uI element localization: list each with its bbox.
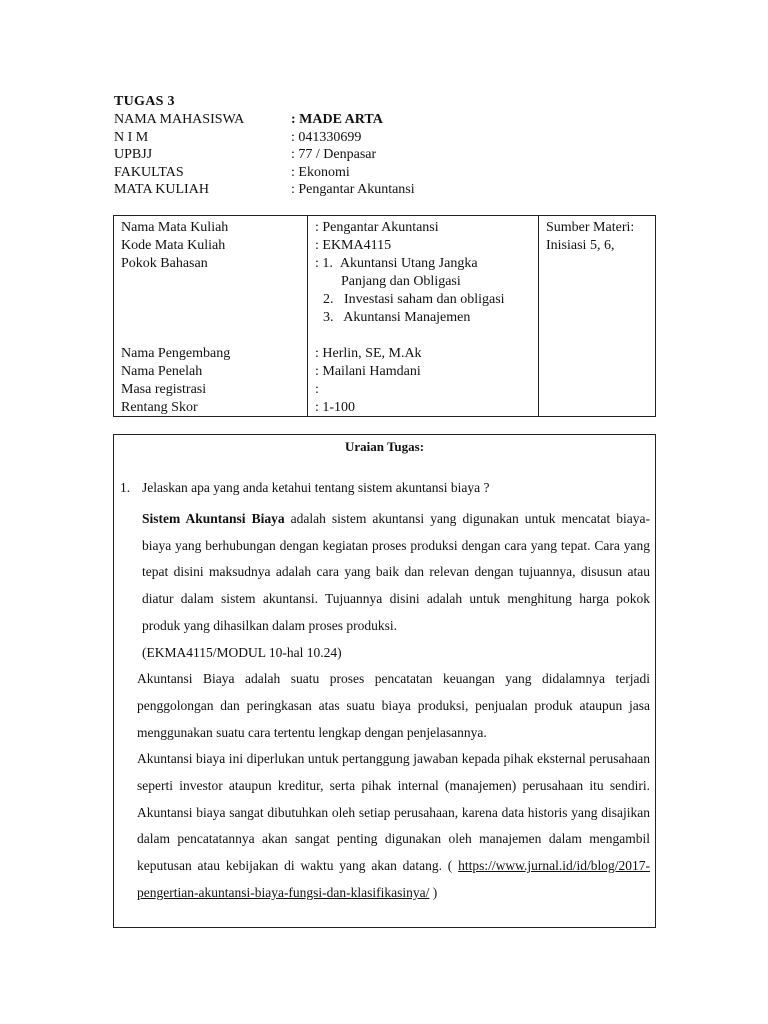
paragraph-text: Akuntansi biaya ini diperlukan untuk pertanggung jawaban kepada pihak eksternal perusahaan seperti investor ataupun kreditur, serta pihak internal (manajemen) perusahaan itu sendiri. Akuntansi biaya sangat dibutuhkan oleh setiap perusahaan, karena data historis yang disajikan dalam pencatatannya akan sangat penting digunakan oleh manajemen dalam mengambil keputusan atau kebijakan di waktu yang akan datang. ( bbox=[137, 751, 650, 874]
task-heading: Uraian Tugas: bbox=[344, 439, 425, 454]
info-label: NAMA MAHASISWA bbox=[114, 112, 245, 127]
info-row-nim bbox=[114, 129, 415, 147]
info-label: UPBJJ bbox=[114, 147, 153, 162]
task-description-box bbox=[113, 434, 656, 928]
meta-labels-column bbox=[114, 216, 308, 416]
answer-paragraph-2: Akuntansi Biaya adalah suatu proses pencatatan keuangan yang didalamnya terjadi penggolongan dan peringkasan atas suatu biaya produksi, penjualan produk ataupun jasa menggunakan suatu cara tertentu lengkap dengan penjelasannya. bbox=[137, 671, 650, 740]
meta-value: : Herlin, SE, M.Ak bbox=[315, 346, 422, 361]
info-value: : 041330699 bbox=[291, 129, 362, 145]
source-label: Sumber Materi: bbox=[546, 220, 635, 235]
info-label: FAKULTAS bbox=[114, 164, 184, 180]
info-row-upbjj bbox=[114, 146, 415, 164]
info-row-fakultas bbox=[114, 164, 415, 182]
info-label: N I M bbox=[114, 129, 149, 145]
meta-value: : Mailani Hamdani bbox=[315, 364, 421, 379]
question-text: Jelaskan apa yang anda ketahui tentang sistem akuntansi biaya ? bbox=[142, 480, 490, 495]
topic-number: : 1. bbox=[315, 256, 333, 271]
student-info bbox=[114, 111, 415, 199]
info-label: MATA KULIAH bbox=[114, 182, 209, 197]
meta-value: : EKMA4115 bbox=[315, 238, 392, 253]
meta-label: Kode Mata Kuliah bbox=[121, 238, 226, 253]
topic-number: 2. bbox=[323, 292, 334, 307]
info-value: : 77 / Denpasar bbox=[291, 147, 377, 162]
info-value: : MADE ARTA bbox=[291, 112, 383, 127]
meta-label: Nama Pengembang bbox=[121, 346, 231, 361]
topic-item-3 bbox=[315, 309, 531, 327]
topic-item-2 bbox=[315, 291, 531, 309]
info-row-name bbox=[114, 111, 415, 129]
meta-label: Masa registrasi bbox=[121, 382, 207, 397]
paragraph-close: ) bbox=[429, 884, 438, 900]
meta-value: : bbox=[315, 382, 319, 397]
meta-values-column bbox=[308, 216, 539, 416]
topic-text: Akuntansi Utang Jangka bbox=[339, 256, 478, 271]
source-link[interactable]: https://www.jurnal.id/id/blog/2017-pengertian-akuntansi-biaya-fungsi-dan-klasifikasinya/ bbox=[137, 858, 650, 900]
info-value: : Pengantar Akuntansi bbox=[291, 182, 415, 197]
topic-item-1 bbox=[315, 255, 531, 273]
answer-paragraph-1 bbox=[142, 506, 650, 640]
meta-label: Rentang Skor bbox=[121, 400, 198, 415]
meta-value: : 1-100 bbox=[315, 400, 356, 415]
topic-text: Akuntansi Manajemen bbox=[343, 310, 471, 325]
question-1 bbox=[120, 480, 490, 496]
course-meta-table bbox=[113, 215, 656, 417]
meta-label: Pokok Bahasan bbox=[121, 256, 208, 271]
source-value: Inisiasi 5, 6, bbox=[546, 238, 615, 253]
answer-paragraph-3 bbox=[137, 746, 650, 906]
info-value: : Ekonomi bbox=[291, 164, 350, 180]
assignment-title: TUGAS 3 bbox=[114, 94, 175, 109]
topic-number: 3. bbox=[323, 310, 334, 325]
module-reference: (EKMA4115/MODUL 10-hal 10.24) bbox=[142, 644, 342, 660]
topic-text-continued: Panjang dan Obligasi bbox=[341, 274, 461, 289]
info-row-matakuliah bbox=[114, 181, 415, 199]
question-number: 1. bbox=[120, 480, 131, 495]
paragraph-text: adalah sistem akuntansi yang digunakan untuk mencatat biaya-biaya yang berhubungan dengan kegiatan proses produksi dengan cara yang tepat. Cara yang tepat disini maksudnya adalah cara yang baik dan relevan dengan tujuannya, disusun atau diatur dalam sistem akuntansi. Tujuannya disini adalah untuk menghitung harga pokok produk yang dihasilkan dalam proses produksi. bbox=[142, 511, 650, 633]
meta-value: : Pengantar Akuntansi bbox=[315, 220, 439, 235]
term-bold: Sistem Akuntansi Biaya bbox=[142, 511, 285, 526]
meta-label: Nama Mata Kuliah bbox=[121, 220, 229, 235]
topic-text: Investasi saham dan obligasi bbox=[344, 292, 505, 307]
source-column bbox=[539, 216, 655, 416]
answer-body bbox=[137, 506, 650, 907]
meta-label: Nama Penelah bbox=[121, 364, 203, 379]
